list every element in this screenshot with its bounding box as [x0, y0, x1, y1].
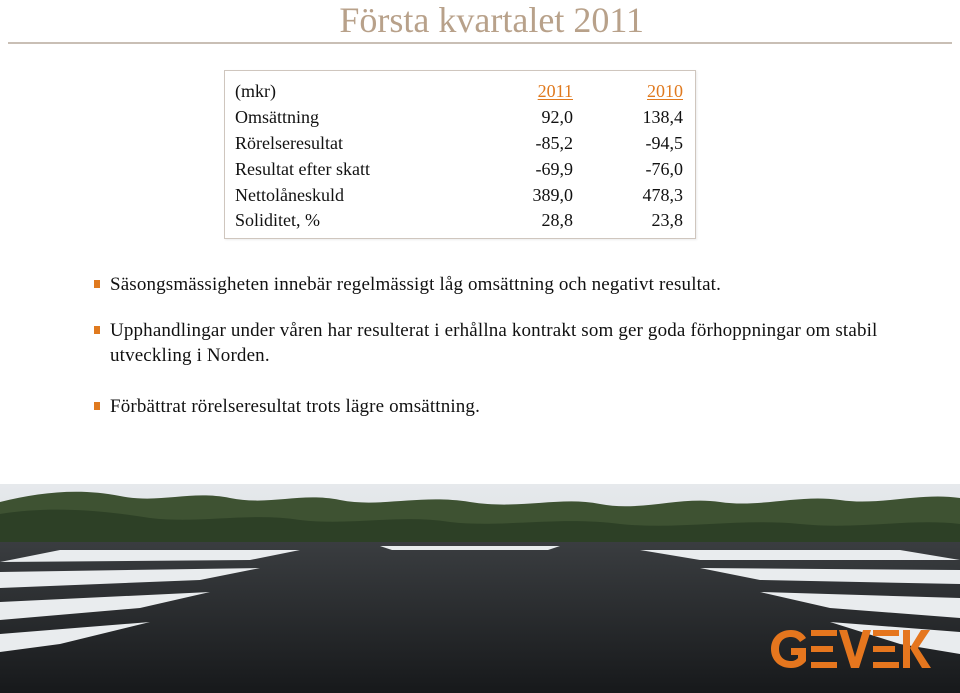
row-label: Resultat efter skatt	[235, 158, 370, 179]
bullet-list	[94, 272, 954, 419]
financials-table	[235, 79, 683, 234]
table-row	[235, 156, 683, 182]
row-label: Omsättning	[235, 107, 319, 128]
row-label: Nettolåneskuld	[235, 184, 344, 205]
value-2010: 478,3	[642, 184, 683, 205]
title-divider	[8, 42, 952, 44]
value-2011: 92,0	[541, 107, 573, 128]
value-2010: 138,4	[642, 107, 683, 128]
row-label: Soliditet, %	[235, 210, 320, 231]
slide-title: Första kvartalet 2011	[339, 0, 644, 40]
table-row	[235, 182, 683, 208]
table-row	[235, 105, 683, 131]
bullet-item	[94, 394, 954, 419]
year-header-2011: 2011	[537, 81, 573, 102]
bullet-square-icon	[94, 402, 100, 410]
year-header-2010: 2010	[647, 81, 683, 102]
bullet-item	[94, 318, 954, 368]
value-2010: 23,8	[651, 210, 683, 231]
table-header-row	[235, 79, 683, 105]
value-2010: -94,5	[645, 132, 683, 153]
bullet-square-icon	[94, 280, 100, 288]
row-label: Rörelseresultat	[235, 132, 343, 153]
financials-table-box	[224, 70, 696, 239]
bullet-square-icon	[94, 326, 100, 334]
bullet-text: Upphandlingar under våren har resulterat i erhållna kontrakt som ger goda förhoppningar om stabil utveckling i Norden.	[110, 320, 878, 366]
bullet-text: Säsongsmässigheten innebär regelmässigt låg omsättning och negativt resultat.	[110, 274, 721, 295]
value-2011: 28,8	[541, 210, 573, 231]
value-2011: -85,2	[535, 132, 573, 153]
table-row	[235, 208, 683, 234]
unit-label: (mkr)	[235, 81, 276, 102]
value-2011: 389,0	[532, 184, 573, 205]
value-2011: -69,9	[535, 158, 573, 179]
bullet-item	[94, 272, 954, 297]
value-2010: -76,0	[645, 158, 683, 179]
geveko-logo	[767, 624, 943, 674]
table-row	[235, 131, 683, 157]
bullet-text: Förbättrat rörelseresultat trots lägre omsättning.	[110, 396, 480, 417]
